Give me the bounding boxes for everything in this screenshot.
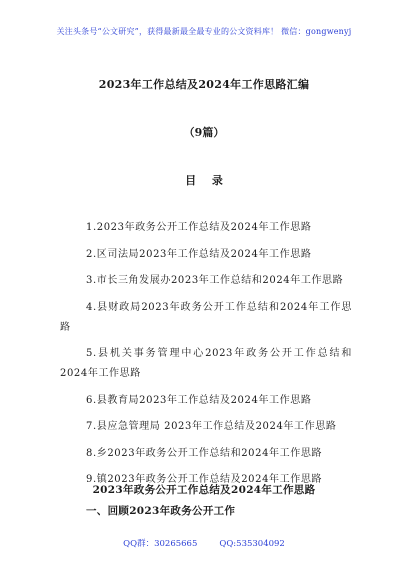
toc-item[interactable]: 3.市长三角发展办2023年工作总结和2024年工作思路	[86, 275, 344, 286]
section-title: 2023年政务公开工作总结及2024年工作思路	[92, 484, 316, 496]
table-of-contents	[60, 218, 352, 497]
document-count: （9篇）	[183, 126, 225, 139]
toc-item[interactable]: 8.乡2023年政务公开工作总结和2024年工作思路	[86, 447, 323, 459]
qq-group-number: QQ群：30265665	[123, 539, 198, 549]
toc-item[interactable]: 6.县教育局2023年工作总结及2024年工作思路	[86, 394, 312, 406]
footer-contacts	[0, 537, 408, 549]
document-title: 2023年工作总结及2024年工作思路汇编	[98, 78, 310, 91]
toc-heading: 目 录	[185, 174, 229, 187]
header-banner: 关注头条号“公文研究”，获得最新最全最专业的公文资料库！ 微信：gongwenyj	[56, 27, 352, 36]
toc-item[interactable]: 4.县财政局2023年政务公开工作总结和2024年工作思路	[60, 301, 352, 333]
toc-item[interactable]: 9.镇2023年政务公开工作总结及2024年工作思路	[86, 474, 323, 485]
subsection-title: 一、回顾2023年政务公开工作	[86, 505, 236, 517]
toc-item[interactable]: 7.县应急管理局 2023年工作总结及2024年工作思路	[86, 421, 337, 432]
toc-item[interactable]: 1.2023年政务公开工作总结及2024年工作思路	[86, 222, 312, 233]
toc-item[interactable]: 5.县机关事务管理中心2023年政务公开工作总结和2024年工作思路	[60, 348, 352, 379]
qq-contact-number: QQ:535304092	[219, 539, 285, 549]
toc-item[interactable]: 2.区司法局2023年工作总结及2024年工作思路	[86, 248, 312, 260]
